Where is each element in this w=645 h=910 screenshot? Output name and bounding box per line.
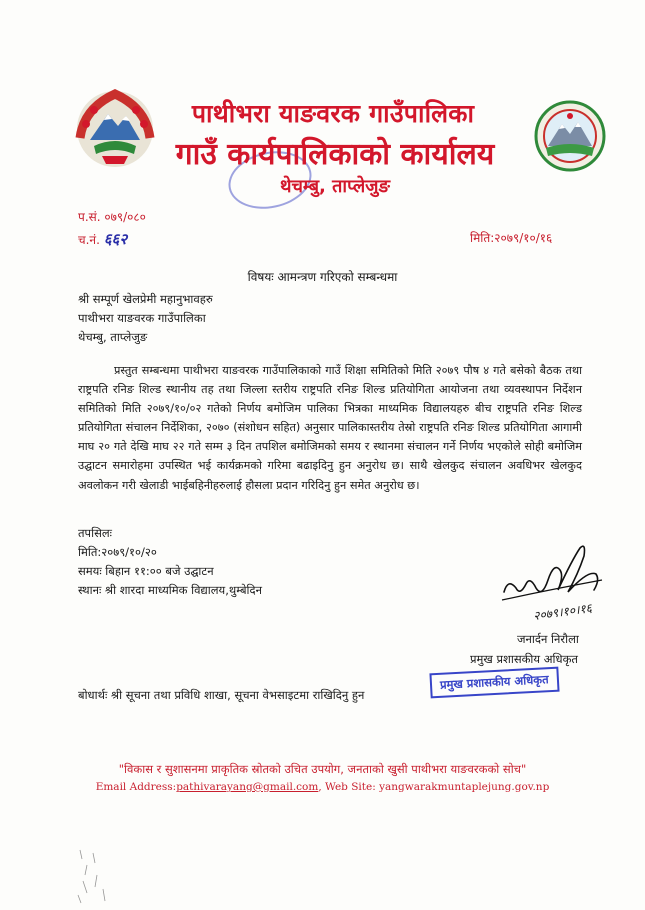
addressee-line: श्री सम्पूर्ण खेलप्रेमी महानुभावहरु: [78, 292, 213, 306]
letter-body: प्रस्तुत सम्बन्धमा पाथीभरा याङवरक गाउँपालिकाको गाउँ शिक्षा समितिको मिति २०७९ पौष ४ गते बसेको बैठक तथा राष्ट्रपति रनिङ शिल्ड स्थानीय तह तथा जिल्ला स्तरीय राष्ट्रपति रनिङ शिल्ड प्रतियोगिता आयोजना तथा व्यवस्थापन निर्देशन समितिको मिति २०७९/१०/०२ गतेको निर्णय बमोजिम पालिका भित्रका माध्यमिक विद्यालयहरु बीच राष्ट्रपति रनिङ शिल्ड प्रतियोगिता संचालन निर्देशिका, २०७० (संशोधन सहित) अनुसार पालिकास्तरीय तेस्रो राष्ट्रपति रनिङ शिल्ड प्रतियोगिता आगामी माघ २० गते देखि माघ २२ गते सम्म ३ दिन तपशिल बमोजिमको समय र स्थानमा संचालन गर्ने निर्णय भएकोले सोही बमोजिम उद्घाटन समारोहमा उपस्थित भई कार्यक्रमको गरिमा बढाइदिनु हुन अनुरोध छ। साथै खेलकुद संचालन अवधिभर खेलकुद अवलोकन गरी खेलाडी भाईबहिनीहरुलाई हौसला प्रदान गरिदिनु हुन समेत अनुरोध छ।: [78, 364, 582, 492]
signature-date: २०७९।१०।१६: [532, 600, 593, 624]
addressee-line: पाथीभरा याङवरक गाउँपालिका: [78, 311, 206, 325]
copy-to: बोधार्थः श्री सूचना तथा प्रविधि शाखा, सूचना वेभसाइटमा राखिदिनु हुन: [78, 688, 365, 702]
municipality-name: पाथीभरा याङवरक गाउँपालिका: [191, 99, 475, 128]
office-location: थेचम्बु, ताप्लेजुङ: [280, 176, 390, 197]
dispatch-number-value: ६६२: [103, 230, 128, 248]
municipality-logo-icon: [534, 100, 606, 172]
details-heading: तपसिलः: [78, 526, 112, 540]
website-link[interactable]: yangwarakmuntaplejung.gov.np: [379, 781, 550, 793]
email-link[interactable]: pathivarayang@gmail.com: [176, 781, 319, 793]
signatory-title: प्रमुख प्रशासकीय अधिकृत: [470, 652, 578, 666]
footer-contact: [0, 781, 645, 793]
scan-noise: [75, 845, 115, 905]
signatory-name: जनार्दन निरौला: [517, 632, 579, 646]
letter-reference-number: प.सं. ०७९/०८०: [78, 210, 146, 224]
designation-stamp: प्रमुख प्रशासकीय अधिकृत: [429, 667, 559, 699]
dispatch-number: [78, 229, 127, 249]
website-label: , Web Site:: [318, 781, 380, 793]
office-name: गाउँ कार्यपालिकाको कार्यालय: [175, 137, 495, 172]
footer-motto: "विकास र सुशासनमा प्राकृतिक स्रोतको उचित उपयोग, जनताको खुसी पाथीभरा याङवरकको सोच": [118, 762, 527, 776]
event-date: मिति:२०७९/१०/२०: [78, 545, 157, 559]
email-label: Email Address:: [95, 781, 177, 793]
event-time: समयः बिहान ११:०० बजे उद्घाटन: [78, 564, 214, 578]
dispatch-label: च.नं.: [78, 233, 100, 247]
letter-subject: विषयः आमन्त्रण गरिएको सम्बन्धमा: [247, 270, 398, 284]
nepal-emblem-icon: [74, 88, 156, 170]
addressee-line: थेचम्बु, ताप्लेजुङ: [78, 330, 148, 344]
letter-date: मिति:२०७९/१०/१६: [470, 231, 553, 245]
event-venue: स्थानः श्री शारदा माध्यमिक विद्यालय,थुम्बेदिन: [78, 583, 262, 597]
